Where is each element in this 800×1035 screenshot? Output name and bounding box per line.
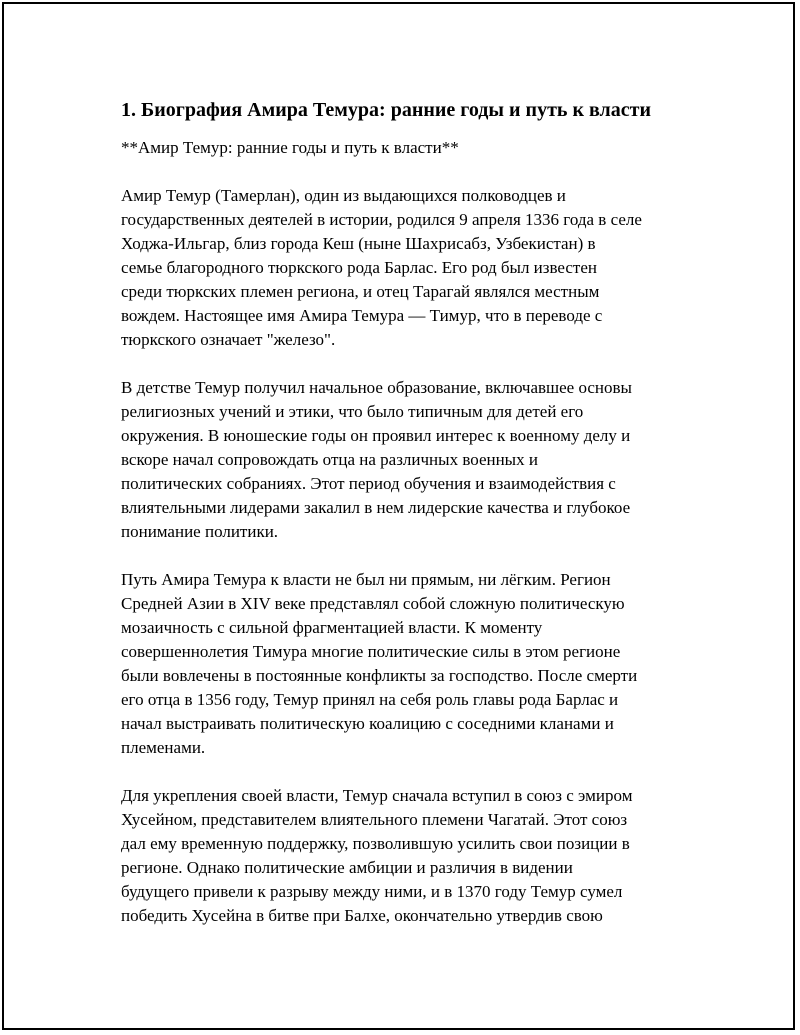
text-line: Ходжа-Ильгар, близ города Кеш (ныне Шахрисабз, Узбекистан) в xyxy=(121,234,596,253)
paragraph-4 xyxy=(121,784,701,928)
text-line: политических собраниях. Этот период обучения и взаимодействия с xyxy=(121,474,616,493)
paragraph-3 xyxy=(121,568,701,760)
text-line: регионе. Однако политические амбиции и различия в видении xyxy=(121,858,573,877)
text-line: В детстве Темур получил начальное образование, включавшее основы xyxy=(121,378,632,397)
text-line: религиозных учений и этики, что было типичным для детей его xyxy=(121,402,584,421)
text-line: среди тюркских племен региона, и отец Тарагай являлся местным xyxy=(121,282,600,301)
paragraph-1 xyxy=(121,184,701,352)
text-line: государственных деятелей в истории, родился 9 апреля 1336 года в селе xyxy=(121,210,642,229)
text-line: тюркского означает "железо". xyxy=(121,330,336,349)
text-line: вскоре начал сопровождать отца на различных военных и xyxy=(121,450,538,469)
text-line: начал выстраивать политическую коалицию с соседними кланами и xyxy=(121,714,614,733)
document-title: 1. Биография Амира Темура: ранние годы и путь к власти xyxy=(121,99,651,121)
text-line: окружения. В юношеские годы он проявил интерес к военному делу и xyxy=(121,426,631,445)
text-line: племенами. xyxy=(121,738,206,757)
paragraph-2 xyxy=(121,376,701,544)
text-line: Средней Азии в XIV веке представлял собой сложную политическую xyxy=(121,594,625,613)
text-line: победить Хусейна в битве при Балхе, окончательно утвердив свою xyxy=(121,906,603,925)
text-line: Для укрепления своей власти, Темур сначала вступил в союз с эмиром xyxy=(121,786,633,805)
text-line: влиятельными лидерами закалил в нем лидерские качества и глубокое xyxy=(121,498,631,517)
text-line: его отца в 1356 году, Темур принял на себя роль главы рода Барлас и xyxy=(121,690,619,709)
text-line: мозаичность с сильной фрагментацией власти. К моменту xyxy=(121,618,543,637)
text-line: будущего привели к разрыву между ними, и в 1370 году Темур сумел xyxy=(121,882,623,901)
text-line: дал ему временную поддержку, позволившую усилить свои позиции в xyxy=(121,834,630,853)
text-line: совершеннолетия Тимура многие политические силы в этом регионе xyxy=(121,642,621,661)
text-line: вождем. Настоящее имя Амира Темура — Тимур, что в переводе с xyxy=(121,306,603,325)
text-line: Хусейном, представителем влиятельного племени Чагатай. Этот союз xyxy=(121,810,628,829)
document-body xyxy=(121,96,701,928)
document-subtitle: **Амир Темур: ранние годы и путь к власти** xyxy=(121,138,459,157)
text-line: понимание политики. xyxy=(121,522,279,541)
text-line: семье благородного тюркского рода Барлас. Его род был известен xyxy=(121,258,598,277)
text-line: Амир Темур (Тамерлан), один из выдающихся полководцев и xyxy=(121,186,566,205)
text-line: были вовлечены в постоянные конфликты за господство. После смерти xyxy=(121,666,638,685)
text-line: Путь Амира Темура к власти не был ни прямым, ни лёгким. Регион xyxy=(121,570,611,589)
page-border xyxy=(2,2,795,1030)
